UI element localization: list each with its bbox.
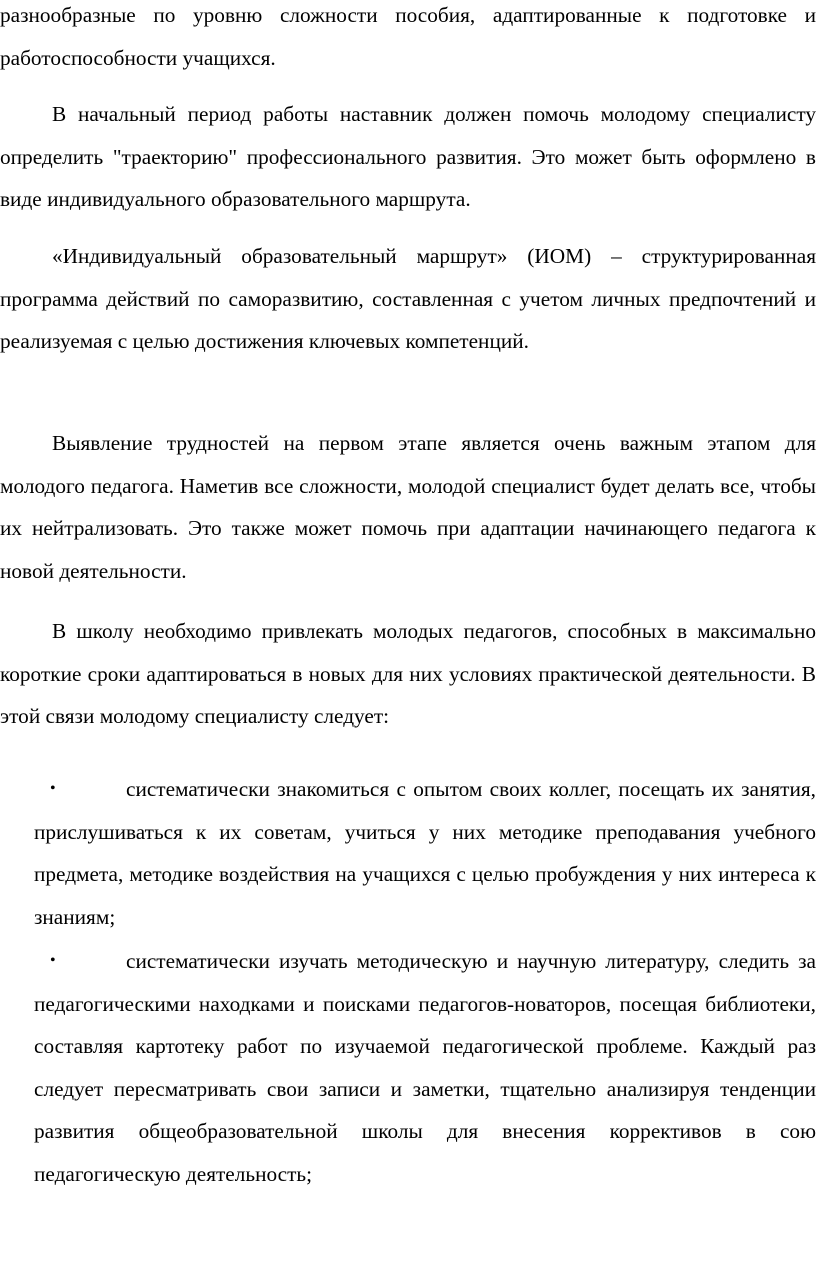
list-item-text: систематически изучать методическую и научную литературу, следить за педагогическими находками и поисками педагогов-новаторов, посещая библиотеки, составляя картотеку работ по изучаемой педагогической проблеме. Каждый раз следует пересматривать свои записи и заметки, тщательно анализируя тенденции развития общеобразовательной школы для внесения коррективов в сою педагогическую деятельность; xyxy=(34,949,816,1186)
paragraph-difficulties: Выявление трудностей на первом этапе является очень важным этапом для молодого педагога. Наметив все сложности, молодой специалист будет делать все, чтобы их нейтрализовать. Это также может помочь при адаптации начинающего педагога к новой деятельности. xyxy=(0,431,816,583)
list-item-colleagues xyxy=(34,768,816,938)
paragraph-school-recruitment: В школу необходимо привлекать молодых педагогов, способных в максимально короткие сроки адаптироваться в новых для них условиях практической деятельности. В этой связи молодому специалисту следует: xyxy=(0,619,816,728)
paragraph-mentor-trajectory: В начальный период работы наставник должен помочь молодому специалисту определить "траекторию" профессионального развития. Это может быть оформлено в виде индивидуального образовательного маршрута. xyxy=(0,102,816,211)
list-item-literature xyxy=(34,940,816,1195)
paragraph-iom-definition: «Индивидуальный образовательный маршрут» (ИОМ) – структурированная программа действий по саморазвитию, составленная с учетом личных предпочтений и реализуемая с целью достижения ключевых компетенций. xyxy=(0,244,816,353)
bullet-marker: • xyxy=(50,952,56,969)
list-item-text: систематически знакомиться с опытом своих коллег, посещать их занятия, прислушиваться к их советам, учиться у них методике преподавания учебного предмета, методике воздействия на учащихся с целью пробуждения у них интереса к знаниям; xyxy=(34,777,816,929)
paragraph-continuation: разнообразные по уровню сложности пособия, адаптированные к подготовке и работоспособности учащихся. xyxy=(0,3,816,70)
bullet-marker: • xyxy=(50,780,56,797)
